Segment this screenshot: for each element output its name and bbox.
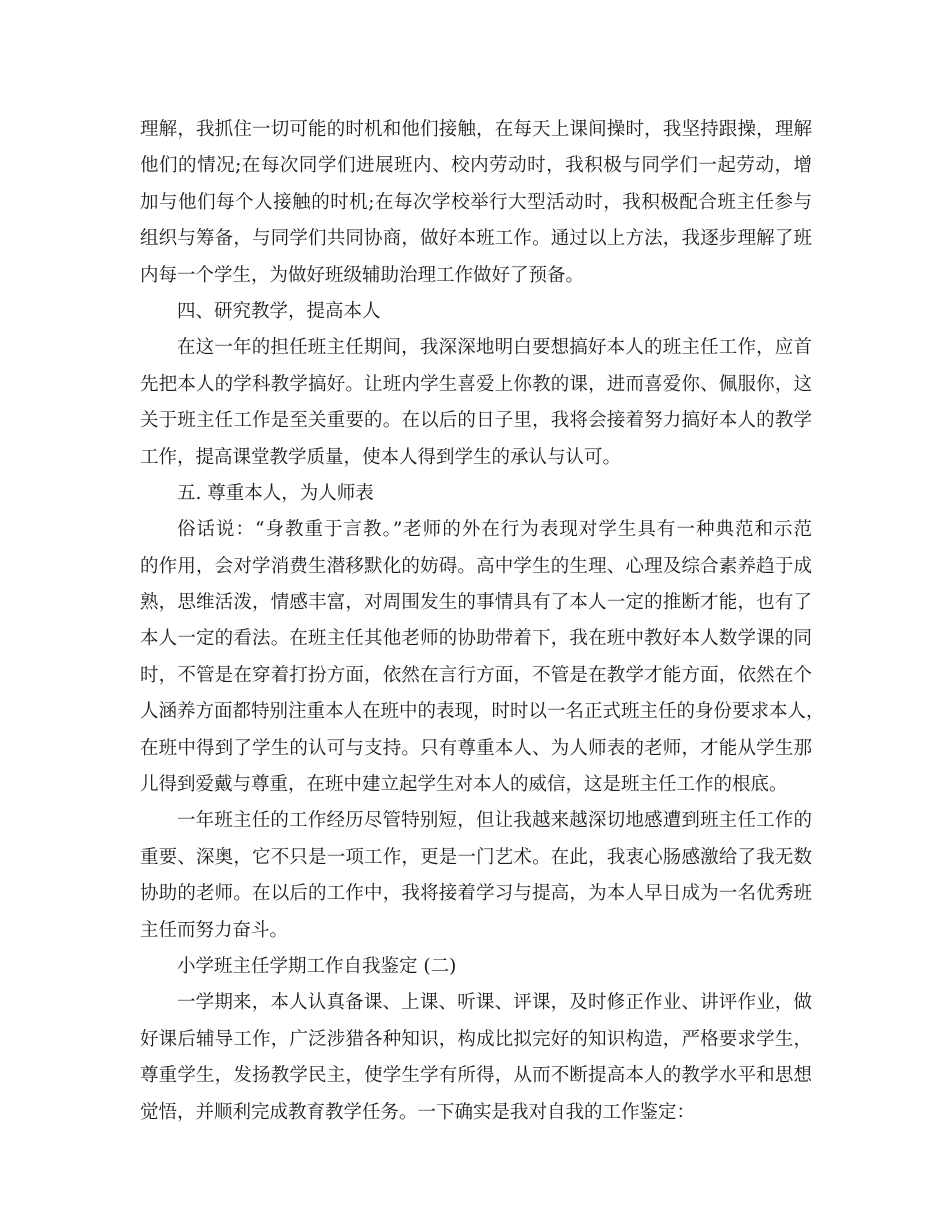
text-line — [140, 767, 812, 803]
text-line — [140, 731, 812, 767]
text-line-content: 四、研究教学，提高本人 — [177, 300, 381, 322]
text-line-content: 五. 尊重本人，为人师表 — [177, 482, 374, 504]
text-line-content: 熟，思维活泼，情感丰富，对周围发生的事情具有了本人一定的推断才能，也有了 — [140, 592, 812, 614]
text-line — [140, 694, 825, 730]
text-line — [140, 840, 812, 876]
text-line-content: 主任而努力奋斗。 — [140, 919, 289, 941]
text-line-content: 内每一个学生，为做好班级辅助治理工作做好了预备。 — [140, 264, 585, 286]
text-line-content: 小学班主任学期工作自我鉴定 (二) — [177, 955, 457, 977]
text-line — [140, 185, 812, 221]
text-line — [140, 294, 812, 330]
text-line-content: 一年班主任的工作经历尽管特别短，但让我越来越深切地感遭到班主任工作的 — [177, 810, 812, 832]
text-line-content: 儿得到爱戴与尊重，在班中建立起学生对本人的威信，这是班主任工作的根底。 — [140, 774, 788, 796]
text-line-content: 组织与筹备，与同学们共同协商，做好本班工作。通过以上方法，我逐步理解了班 — [140, 228, 812, 250]
text-line — [140, 876, 812, 912]
text-line — [140, 476, 812, 512]
text-line — [140, 258, 812, 294]
text-line — [140, 403, 812, 439]
text-line-content: 在这一年的担任班主任期间，我深深地明白要想搞好本人的班主任工作，应首 — [177, 337, 812, 359]
text-line — [140, 221, 812, 257]
text-line — [140, 148, 812, 184]
text-line — [140, 1058, 812, 1094]
text-line-content: 俗话说：“身教重于言教。”老师的外在行为表现对学生具有一种典范和示范 — [177, 519, 812, 541]
text-line — [140, 1095, 812, 1131]
text-line — [140, 440, 812, 476]
text-line-content: 加与他们每个人接触的时机;在每次学校举行大型活动时，我积极配合班主任参与 — [140, 191, 812, 213]
text-line — [140, 1022, 812, 1058]
text-line — [140, 621, 812, 657]
text-line — [140, 585, 812, 621]
text-line — [140, 913, 812, 949]
text-line-content: 一学期来，本人认真备课、上课、听课、评课，及时修正作业、讲评作业，做 — [177, 992, 812, 1014]
text-line-content: 在班中得到了学生的认可与支持。只有尊重本人、为人师表的老师，才能从学生那 — [140, 737, 812, 759]
text-line-content: 先把本人的学科教学搞好。让班内学生喜爱上你教的课，进而喜爱你、佩服你，这 — [140, 373, 812, 395]
text-line-content: 好课后辅导工作，广泛涉猎各种知识，构成比拟完好的知识构造，严格要求学生， — [140, 1028, 812, 1050]
text-line — [140, 330, 812, 366]
text-line-content: 关于班主任工作是至关重要的。在以后的日子里，我将会接着努力搞好本人的教学 — [140, 410, 812, 432]
text-line-content: 协助的老师。在以后的工作中，我将接着学习与提高，为本人早日成为一名优秀班 — [140, 883, 812, 905]
document-body — [140, 112, 825, 1131]
text-line — [140, 803, 812, 839]
text-line-content: 人涵养方面都特别注重本人在班中的表现，时时以一名正式班主任的身份要求本人， — [140, 701, 825, 723]
text-line-content: 尊重学生，发扬教学民主，使学生学有所得，从而不断提高本人的教学水平和思想 — [140, 1065, 812, 1087]
text-line — [140, 549, 812, 585]
text-line — [140, 658, 812, 694]
text-line — [140, 985, 812, 1021]
text-line-content: 觉悟，并顺利完成教育教学任务。一下确实是我对自我的工作鉴定： — [140, 1101, 696, 1123]
text-line-content: 时，不管是在穿着打扮方面，依然在言行方面，不管是在教学才能方面，依然在个 — [140, 664, 812, 686]
text-line-content: 他们的情况;在每次同学们进展班内、校内劳动时，我积极与同学们一起劳动，增 — [140, 155, 812, 177]
text-line — [140, 112, 812, 148]
text-line-content: 理解，我抓住一切可能的时机和他们接触，在每天上课间操时，我坚持跟操，理解 — [140, 119, 812, 140]
text-line — [140, 512, 812, 548]
text-line-content: 重要、深奥，它不只是一项工作，更是一门艺术。在此，我衷心肠感激给了我无数 — [140, 846, 812, 868]
text-line-content: 本人一定的看法。在班主任其他老师的协助带着下，我在班中教好本人数学课的同 — [140, 628, 812, 650]
text-line — [140, 949, 812, 985]
text-line-content: 工作，提高课堂教学质量，使本人得到学生的承认与认可。 — [140, 446, 622, 468]
text-line — [140, 367, 812, 403]
text-line-content: 的作用，会对学消费生潜移默化的妨碍。高中学生的生理、心理及综合素养趋于成 — [140, 555, 812, 577]
